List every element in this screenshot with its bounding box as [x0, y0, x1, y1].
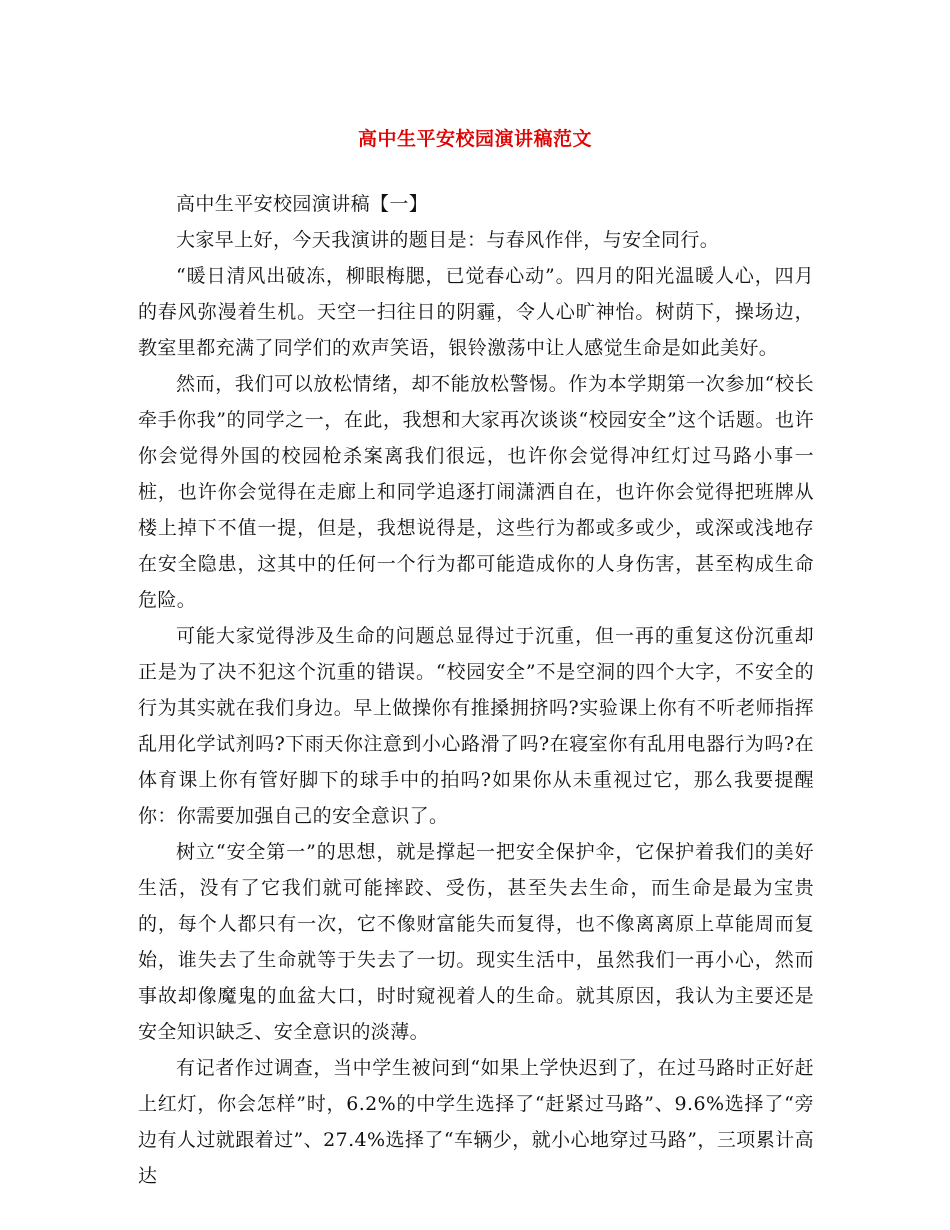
paragraph: “暖日清风出破冻，柳眼梅腮，已觉春心动”。四月的阳光温暖人心，四月的春风弥漫着生机。天空一扫往日的阴霾，令人心旷神怡。树荫下，操场边，教室里都充满了同学们的欢声笑语，银铃激荡中让人感觉生命是如此美好。 [138, 265, 814, 359]
paragraph: 大家早上好，今天我演讲的题目是：与春风作伴，与安全同行。 [176, 229, 720, 251]
paragraph: 然而，我们可以放松情绪，却不能放松警惕。作为本学期第一次参加“校长牵手你我”的同学之一，在此，我想和大家再次谈谈“校园安全”这个话题。也许你会觉得外国的校园枪杀案离我们很远，也许你会觉得冲红灯过马路小事一桩，也许你会觉得在走廊上和同学追逐打闹潇洒自在，也许你会觉得把班牌从楼上掉下不值一提，但是，我想说得是，这些行为都或多或少，或深或浅地存在安全隐患，这其中的任何一个行为都可能造成你的人身伤害，甚至构成生命危险。 [138, 373, 814, 611]
section-heading: 高中生平安校园演讲稿【一】 [176, 193, 429, 215]
paragraph: 有记者作过调查，当中学生被问到“如果上学快迟到了，在过马路时正好赶上红灯，你会怎样”时，6.2%的中学生选择了“赶紧过马路”、9.6%选择了“旁边有人过就跟着过”、27.4%选择了“车辆少，就小心地穿过马路”，三项累计高达 [138, 1057, 814, 1187]
document-title: 高中生平安校园演讲稿范文 [357, 128, 592, 150]
paragraph: 树立“安全第一”的思想，就是撑起一把安全保护伞，它保护着我们的美好生活，没有了它我们就可能摔跤、受伤，甚至失去生命，而生命是最为宝贵的，每个人都只有一次，它不像财富能失而复得，也不像离离原上草能周而复始，谁失去了生命就等于失去了一切。现实生活中，虽然我们一再小心，然而事故却像魔鬼的血盆大口，时时窥视着人的生命。就其原因，我认为主要还是安全知识缺乏、安全意识的淡薄。 [138, 841, 814, 1043]
document-body [138, 186, 814, 1194]
paragraph: 可能大家觉得涉及生命的问题总显得过于沉重，但一再的重复这份沉重却正是为了决不犯这个沉重的错误。“校园安全”不是空洞的四个大字，不安全的行为其实就在我们身边。早上做操你有推搡拥挤吗?实验课上你有不听老师指挥乱用化学试剂吗?下雨天你注意到小心路滑了吗?在寝室你有乱用电器行为吗?在体育课上你有管好脚下的球手中的拍吗?如果你从未重视过它，那么我要提醒你：你需要加强自己的安全意识了。 [138, 625, 814, 827]
